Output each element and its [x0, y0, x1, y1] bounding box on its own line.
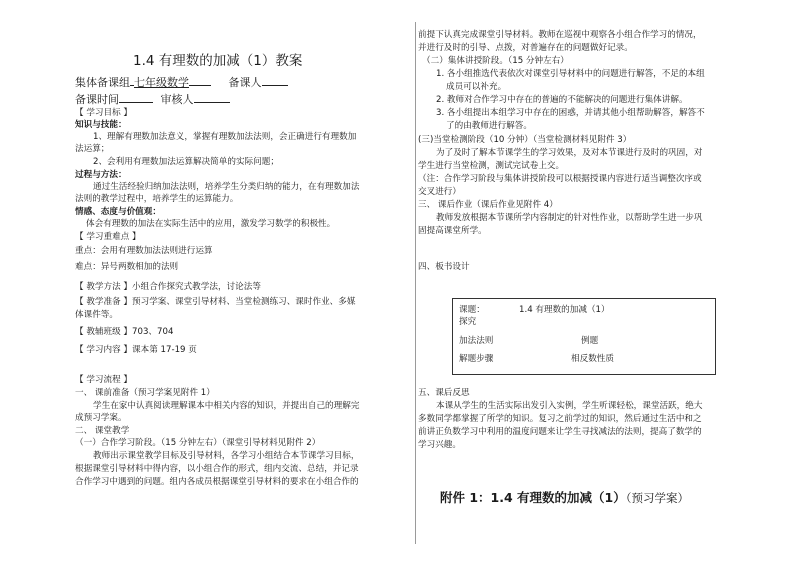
- reflection-heading: 五、课后反思: [418, 388, 470, 398]
- test-heading: (三)当堂检测阶段（10 分钟）（当堂检测材料见附件 3）: [418, 135, 632, 145]
- attitude-text: 体会有理数的加法在实际生活中的应用，激发学习数学的积极性。: [86, 219, 336, 229]
- test-text-2: 学生进行当堂检测，测试完试卷上交。: [418, 161, 565, 171]
- right-column: [418, 0, 794, 561]
- homework-text-2: 固提高课堂所学。: [418, 226, 487, 236]
- reflection-text-1: 本课从学生的生活实际出发引入实例，学生听课轻松，课堂活跃，绝大: [436, 401, 703, 411]
- cooperative-text-1: 教师出示课堂教学目标及引导材料，各学习小组结合本节课学习目标，: [93, 451, 360, 461]
- attachment-title-sub: （预习学案）: [625, 491, 689, 505]
- reflection-text-2: 多数同学都掌握了所学的知识。复习之前学过的知识，然后通过生活中和之: [418, 414, 702, 424]
- step-1-text-cont: 成预习学案。: [75, 413, 127, 423]
- lecture-item-1: 1. 各小组推选代表依次对课堂引导材料中的问题进行解答，不足的本组: [436, 69, 705, 79]
- document-title: 1.4 有理数的加减（1）教案: [133, 53, 303, 69]
- learning-content: 【 学习内容 】课本第 17-19 页: [75, 345, 197, 355]
- step-2-heading: 二、 课堂教学: [75, 426, 130, 436]
- key-points-heading: 【 学习重难点 】: [75, 232, 141, 242]
- homework-heading: 三、 课后作业（课后作业见附件 4）: [418, 200, 558, 210]
- board-design-box: [452, 298, 716, 375]
- homework-text-1: 教师发放根据本节课所学内容制定的针对性作业，以帮助学生进一步巩: [436, 213, 703, 223]
- teaching-prep-cont: 体课件等。: [75, 310, 118, 320]
- preparer-label: 备课人: [228, 76, 262, 89]
- teaching-prep: 【 教学准备 】预习学案、课堂引导材料、当堂检测练习、课时作业、多媒: [75, 297, 356, 307]
- lecture-item-1-cont: 成员可以补充。: [446, 82, 507, 92]
- process-text-2: 法则的教学过程中，培养学生的运算能力。: [75, 194, 239, 204]
- test-text-1: 为了及时了解本节课学生的学习效果，及对本节课进行及时的巩固，对: [436, 148, 703, 158]
- classes: 【 教辅班级 】703、704: [75, 327, 174, 337]
- step-1-heading: 一、 课前准备（预习学案见附件 1）: [75, 388, 215, 398]
- meta-row-1: [75, 74, 288, 89]
- lecture-item-3: 3. 各小组提出本组学习中存在的困惑，并请其他小组帮助解答，解答不: [436, 108, 705, 118]
- note-text-1: （注：合作学习阶段与集体讲授阶段可以根据授课内容进行适当调整次序或: [418, 174, 702, 184]
- board-design-heading: 四、板书设计: [418, 262, 470, 272]
- knowledge-item-1: 1、理解有理数加法意义，掌握有理数加法法则，会正确进行有理数加: [93, 132, 357, 142]
- board-inverse: 相反数性质: [571, 354, 614, 364]
- board-example: 例题: [581, 336, 599, 346]
- key-point: 重点：会用有理数加法法则进行运算: [75, 246, 213, 256]
- step-1-text: 学生在家中认真阅读理解课本中相关内容的知识，并提出自己的理解完: [93, 401, 360, 411]
- process-text-1: 通过生活经验归纳加法法则，培养学生分类归纳的能力，在有理数加法: [93, 182, 360, 192]
- goals-heading: 【 学习目标 】: [75, 108, 133, 118]
- cooperative-text-2: 根据课堂引导材料中得内容，以小组合作的形式，组内交流、总结，并记录: [75, 464, 359, 474]
- knowledge-item-1-cont: 法运算；: [75, 144, 110, 154]
- difficult-point: 难点：异号两数相加的法则: [75, 262, 179, 272]
- attachment-title: [440, 490, 689, 506]
- board-topic-label: 课题：: [459, 305, 485, 315]
- cooperative-heading: （一）合作学习阶段。（15 分钟左右）（课堂引导材料见附件 2）: [75, 438, 321, 448]
- knowledge-heading: 知识与技能：: [75, 120, 127, 130]
- teaching-method: 【 教学方法 】小组合作探究式教学法，讨论法等: [75, 282, 261, 292]
- lecture-item-2: 2. 教师对合作学习中存在的普遍的不能解决的问题进行集体讲解。: [436, 95, 688, 105]
- lecture-heading: （二）集体讲授阶段。（15 分钟左右）: [422, 56, 569, 66]
- flow-heading: 【 学习流程 】: [75, 375, 133, 385]
- board-topic-cont: 探究: [459, 317, 477, 327]
- process-heading: 过程与方法：: [75, 170, 127, 180]
- grade-value: 七年级数学: [134, 76, 189, 89]
- reflection-text-3: 前讲正负数学习中利用的温度问题来让学生寻找减法的法则，提高了数学的: [418, 427, 702, 437]
- group-label: 集体备课组: [75, 76, 130, 89]
- board-steps: 解题步骤: [459, 354, 494, 364]
- cooperative-text-3: 合作学习中遇到的问题。组内各成员根据课堂引导材料的要求在小组合作的: [75, 477, 359, 487]
- prep-time-label: 备课时间: [75, 93, 119, 106]
- attitude-heading: 情感、态度与价值观：: [75, 207, 161, 217]
- knowledge-item-2: 2、会利用有理数加法运算解决简单的实际问题；: [93, 157, 279, 167]
- text-line: 前提下认真完成课堂引导材料。教师在巡视中观察各小组合作学习的情况，: [418, 30, 702, 40]
- reviewer-label: 审核人: [160, 93, 194, 106]
- board-rule: 加法法则: [459, 336, 494, 346]
- board-topic-value: 1.4 有理数的加减（1）: [519, 305, 610, 315]
- column-divider: [415, 22, 416, 544]
- meta-row-2: [75, 91, 230, 106]
- text-line: 并进行及时的引导、点拨，对普遍存在的问题做好记录。: [418, 43, 633, 53]
- attachment-title-main: 附件 1：1.4 有理数的加减（1）: [440, 490, 626, 505]
- lecture-item-3-cont: 了的由教师进行解答。: [446, 121, 532, 131]
- note-text-2: 交叉进行）: [418, 187, 461, 197]
- reflection-text-4: 学习兴趣。: [418, 440, 461, 450]
